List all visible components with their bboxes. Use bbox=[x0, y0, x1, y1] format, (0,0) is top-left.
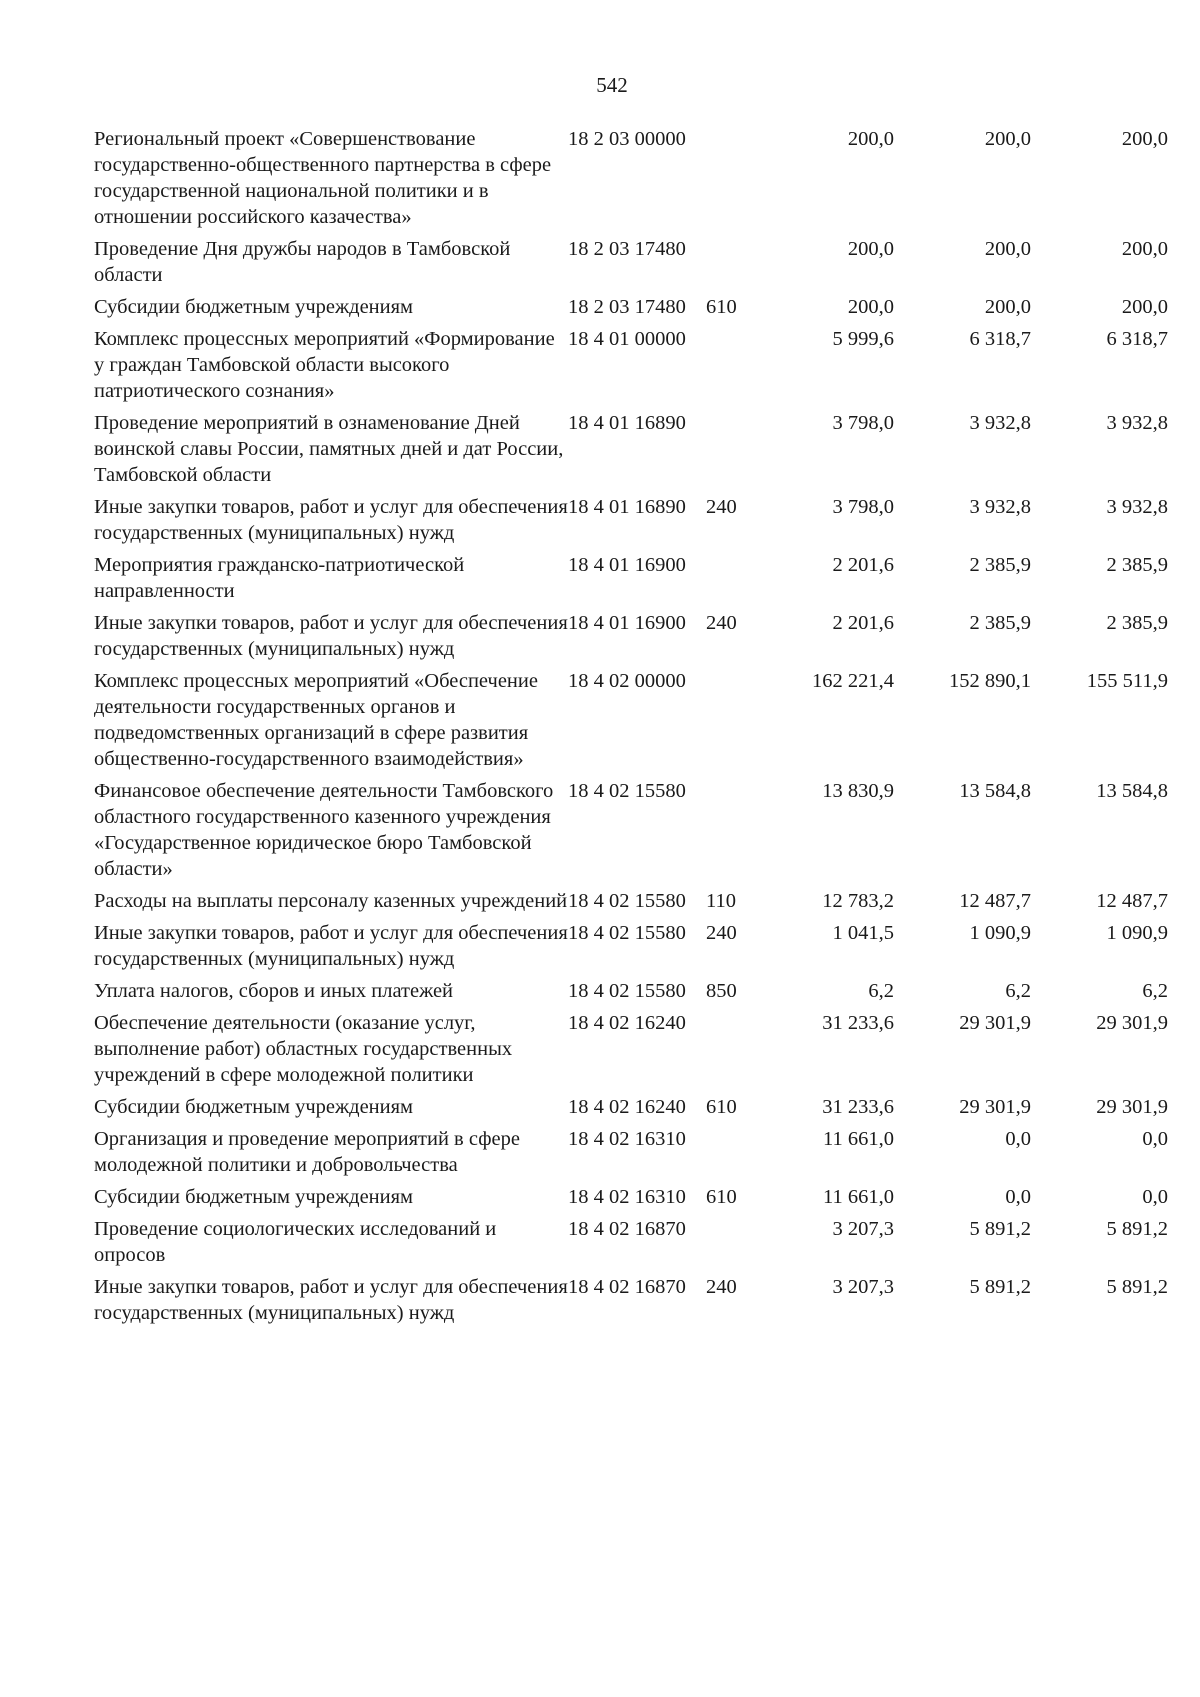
row-value-2: 152 890,1 bbox=[949, 670, 1031, 692]
row-value-3: 0,0 bbox=[1142, 1128, 1168, 1150]
row-value-3: 2 385,9 bbox=[1106, 612, 1168, 634]
row-value-2: 200,0 bbox=[984, 296, 1031, 318]
row-value-2: 3 932,8 bbox=[969, 412, 1031, 434]
row-value-3: 5 891,2 bbox=[1106, 1276, 1168, 1298]
row-code: 18 2 03 17480 bbox=[568, 296, 686, 318]
table-row bbox=[94, 778, 1168, 888]
row-code: 18 4 02 16870 bbox=[568, 1218, 686, 1240]
row-value-3: 5 891,2 bbox=[1106, 1218, 1168, 1240]
row-value-2: 12 487,7 bbox=[959, 890, 1031, 912]
row-name: Обеспечение деятельности (оказание услуг, выполнение работ) областных государственных учреждений в сфере молодежной политики bbox=[94, 1012, 513, 1086]
row-name: Иные закупки товаров, работ и услуг для обеспечения государственных (муниципальных) нужд bbox=[94, 612, 568, 660]
row-value-1: 3 207,3 bbox=[832, 1276, 894, 1298]
row-value-2: 13 584,8 bbox=[959, 780, 1031, 802]
row-expense-type: 610 bbox=[706, 296, 737, 318]
row-value-1: 200,0 bbox=[847, 238, 894, 260]
row-value-2: 2 385,9 bbox=[969, 554, 1031, 576]
row-value-2: 0,0 bbox=[1005, 1128, 1031, 1150]
row-name: Проведение Дня дружбы народов в Тамбовской области bbox=[94, 238, 511, 286]
row-value-1: 31 233,6 bbox=[822, 1096, 894, 1118]
row-value-2: 29 301,9 bbox=[959, 1012, 1031, 1034]
row-value-1: 3 798,0 bbox=[832, 412, 894, 434]
row-value-2: 29 301,9 bbox=[959, 1096, 1031, 1118]
row-code: 18 4 02 16310 bbox=[568, 1128, 686, 1150]
row-value-3: 6 318,7 bbox=[1106, 328, 1168, 350]
row-value-3: 29 301,9 bbox=[1096, 1096, 1168, 1118]
row-name: Иные закупки товаров, работ и услуг для обеспечения государственных (муниципальных) нужд bbox=[94, 922, 568, 970]
row-expense-type bbox=[706, 236, 756, 294]
row-value-1: 6,2 bbox=[868, 980, 894, 1002]
row-name: Финансовое обеспечение деятельности Тамбовского областного государственного казенного учреждения «Государственное юридическое бюро Тамбовской области» bbox=[94, 780, 554, 880]
row-expense-type: 240 bbox=[706, 922, 737, 944]
row-code: 18 2 03 00000 bbox=[568, 128, 686, 150]
row-value-1: 3 798,0 bbox=[832, 496, 894, 518]
row-expense-type bbox=[706, 326, 756, 410]
row-value-1: 1 041,5 bbox=[832, 922, 894, 944]
row-code: 18 4 01 00000 bbox=[568, 328, 686, 350]
row-expense-type bbox=[706, 778, 756, 888]
row-value-3: 200,0 bbox=[1121, 238, 1168, 260]
table-row bbox=[94, 1126, 1168, 1184]
row-name: Организация и проведение мероприятий в сфере молодежной политики и добровольчества bbox=[94, 1128, 520, 1176]
row-value-2: 200,0 bbox=[984, 238, 1031, 260]
row-code: 18 4 02 15580 bbox=[568, 922, 686, 944]
row-value-3: 2 385,9 bbox=[1106, 554, 1168, 576]
row-expense-type bbox=[706, 1216, 756, 1274]
table-row bbox=[94, 978, 1168, 1010]
row-code: 18 4 01 16900 bbox=[568, 612, 686, 634]
row-value-1: 12 783,2 bbox=[822, 890, 894, 912]
row-value-3: 13 584,8 bbox=[1096, 780, 1168, 802]
row-name: Субсидии бюджетным учреждениям bbox=[94, 296, 414, 318]
row-expense-type bbox=[706, 1126, 756, 1184]
row-code: 18 4 01 16900 bbox=[568, 554, 686, 576]
row-value-3: 6,2 bbox=[1142, 980, 1168, 1002]
row-expense-type: 240 bbox=[706, 1276, 737, 1298]
row-value-2: 5 891,2 bbox=[969, 1218, 1031, 1240]
row-value-2: 3 932,8 bbox=[969, 496, 1031, 518]
row-expense-type bbox=[706, 668, 756, 778]
table-row bbox=[94, 126, 1168, 236]
row-value-1: 162 221,4 bbox=[812, 670, 894, 692]
row-name: Иные закупки товаров, работ и услуг для обеспечения государственных (муниципальных) нужд bbox=[94, 1276, 568, 1324]
row-code: 18 4 02 15580 bbox=[568, 780, 686, 802]
page-number: 542 bbox=[596, 73, 628, 97]
row-code: 18 4 02 15580 bbox=[568, 980, 686, 1002]
row-code: 18 4 01 16890 bbox=[568, 412, 686, 434]
row-value-3: 200,0 bbox=[1121, 296, 1168, 318]
row-code: 18 4 01 16890 bbox=[568, 496, 686, 518]
row-value-1: 31 233,6 bbox=[822, 1012, 894, 1034]
row-value-1: 13 830,9 bbox=[822, 780, 894, 802]
row-value-1: 11 661,0 bbox=[823, 1128, 894, 1150]
row-name: Субсидии бюджетным учреждениям bbox=[94, 1096, 414, 1118]
row-name: Региональный проект «Совершенствование государственно-общественного партнерства в сфере государственной национальной политики и в отношении российского казачества» bbox=[94, 128, 552, 228]
row-code: 18 4 02 00000 bbox=[568, 670, 686, 692]
row-name: Уплата налогов, сборов и иных платежей bbox=[94, 980, 454, 1002]
row-expense-type: 240 bbox=[706, 612, 737, 634]
row-name: Проведение социологических исследований и опросов bbox=[94, 1218, 497, 1266]
table-row bbox=[94, 236, 1168, 294]
row-code: 18 4 02 16240 bbox=[568, 1012, 686, 1034]
row-value-1: 200,0 bbox=[847, 128, 894, 150]
row-value-2: 2 385,9 bbox=[969, 612, 1031, 634]
row-code: 18 4 02 15580 bbox=[568, 890, 686, 912]
table-row bbox=[94, 552, 1168, 610]
row-expense-type: 240 bbox=[706, 496, 737, 518]
row-value-3: 3 932,8 bbox=[1106, 412, 1168, 434]
row-code: 18 4 02 16240 bbox=[568, 1096, 686, 1118]
table-row bbox=[94, 1274, 1168, 1332]
row-expense-type bbox=[706, 552, 756, 610]
row-expense-type: 610 bbox=[706, 1096, 737, 1118]
row-expense-type bbox=[706, 1010, 756, 1094]
row-name: Мероприятия гражданско-патриотической направленности bbox=[94, 554, 465, 602]
row-value-1: 2 201,6 bbox=[832, 612, 894, 634]
table-row bbox=[94, 1010, 1168, 1094]
row-name: Комплекс процессных мероприятий «Формирование у граждан Тамбовской области высокого патриотического сознания» bbox=[94, 328, 555, 402]
table-row bbox=[94, 1216, 1168, 1274]
table-row bbox=[94, 920, 1168, 978]
table-row bbox=[94, 326, 1168, 410]
row-name: Субсидии бюджетным учреждениям bbox=[94, 1186, 414, 1208]
row-expense-type bbox=[706, 410, 756, 494]
row-value-1: 11 661,0 bbox=[823, 1186, 894, 1208]
row-value-3: 12 487,7 bbox=[1096, 890, 1168, 912]
table-row bbox=[94, 888, 1168, 920]
table-row bbox=[94, 1184, 1168, 1216]
row-value-2: 5 891,2 bbox=[969, 1276, 1031, 1298]
row-value-1: 2 201,6 bbox=[832, 554, 894, 576]
row-value-3: 0,0 bbox=[1142, 1186, 1168, 1208]
row-expense-type bbox=[706, 126, 756, 236]
row-value-2: 6,2 bbox=[1005, 980, 1031, 1002]
table-row bbox=[94, 1094, 1168, 1126]
row-value-3: 155 511,9 bbox=[1086, 670, 1168, 692]
row-code: 18 4 02 16310 bbox=[568, 1186, 686, 1208]
row-value-2: 0,0 bbox=[1005, 1186, 1031, 1208]
row-code: 18 2 03 17480 bbox=[568, 238, 686, 260]
row-name: Расходы на выплаты персоналу казенных учреждений bbox=[94, 890, 568, 912]
row-expense-type: 110 bbox=[706, 890, 736, 912]
row-value-2: 200,0 bbox=[984, 128, 1031, 150]
row-expense-type: 850 bbox=[706, 980, 737, 1002]
table-row bbox=[94, 294, 1168, 326]
row-value-1: 5 999,6 bbox=[832, 328, 894, 350]
row-name: Иные закупки товаров, работ и услуг для обеспечения государственных (муниципальных) нужд bbox=[94, 496, 568, 544]
row-name: Комплекс процессных мероприятий «Обеспечение деятельности государственных органов и подведомственных организаций в сфере развития общественно-государственного взаимодействия» bbox=[94, 670, 538, 770]
table-row bbox=[94, 610, 1168, 668]
budget-table bbox=[94, 126, 1168, 1332]
table-row bbox=[94, 410, 1168, 494]
row-value-3: 1 090,9 bbox=[1106, 922, 1168, 944]
row-value-1: 3 207,3 bbox=[832, 1218, 894, 1240]
table-row bbox=[94, 494, 1168, 552]
row-value-3: 200,0 bbox=[1121, 128, 1168, 150]
row-value-3: 29 301,9 bbox=[1096, 1012, 1168, 1034]
row-value-2: 6 318,7 bbox=[969, 328, 1031, 350]
row-value-3: 3 932,8 bbox=[1106, 496, 1168, 518]
row-value-1: 200,0 bbox=[847, 296, 894, 318]
row-code: 18 4 02 16870 bbox=[568, 1276, 686, 1298]
row-name: Проведение мероприятий в ознаменование Дней воинской славы России, памятных дней и дат России, Тамбовской области bbox=[94, 412, 564, 486]
row-expense-type: 610 bbox=[706, 1186, 737, 1208]
row-value-2: 1 090,9 bbox=[969, 922, 1031, 944]
table-row bbox=[94, 668, 1168, 778]
